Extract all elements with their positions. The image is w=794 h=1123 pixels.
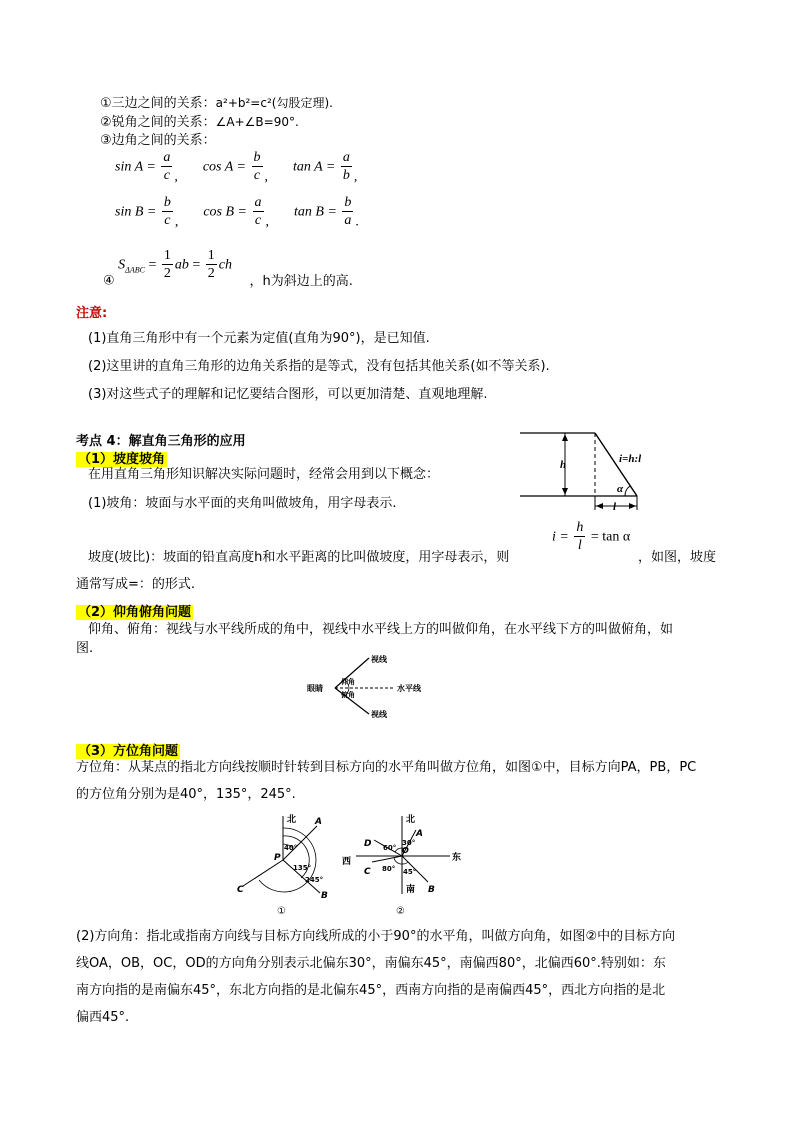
frac-den: c [254,213,262,228]
angle-30-label: 30° [402,839,416,847]
tanA-label: tan A = [293,159,336,175]
sinA-label: sin A = [115,159,156,175]
subsection-slope-title [76,448,167,467]
frac-num: 1 [163,248,171,263]
note-title: 注意: [76,306,108,321]
angle-135-label: 135° [293,864,312,872]
relation-side-angle-label: ③边角之间的关系： [100,133,216,148]
bearing-def-2: 的方位角分别为是40°，135°，245°. [76,787,296,802]
figure-2-caption: ② [396,906,405,917]
frac-num: 1 [207,248,215,263]
slope-h-label: h [560,459,567,471]
frac-den: b [342,168,350,183]
cosA-label: cos A = [202,159,246,175]
eye-label: 眼睛 [307,684,323,693]
note-item-2: (2)这里讲的直角三角形的边角关系指的是等式，没有包括其他关系(如不等关系). [88,359,550,374]
trig-row-b [115,195,359,231]
slope-alpha-label: α [617,483,624,495]
section-title: 考点 4：解直角三角形的应用 [76,434,246,449]
elevation-angle-label: 仰角 [341,678,355,686]
grade-i: i = [552,529,569,545]
pythagorean-formula: a²+b²=c²(勾股定理). [215,96,333,110]
frac-den: c [163,168,170,183]
angle-45-label: 45° [403,868,417,876]
grade-tan: = tan α [590,529,631,545]
note-item-3: (3)对这些式子的理解和记忆要结合图形，可以更加清楚、直观地理解. [88,387,488,402]
figure-1-caption: ① [277,906,286,917]
sight-down-label: 视线 [371,710,387,719]
area-symbol: S [118,257,126,273]
sight-up-label: 视线 [371,655,387,664]
slope-grade-format: 通常写成=：的形式. [76,577,196,592]
frac-num: a [163,150,171,165]
point-C-label: C [237,885,244,895]
frac-b-over-a [342,195,353,230]
area-subscript: ΔABC [125,265,145,275]
comma: , [264,169,268,185]
frac-a-over-b [341,150,352,185]
frac-half [206,248,217,283]
slope-grade-def: 坡度(坡比)：坡面的铅直高度h和水平距离的比叫做坡度，用字母表示，则 [88,550,510,565]
frac-num: a [342,150,350,165]
elevation-diagram [305,650,425,722]
angle-40-label: 40° [284,844,298,852]
relation-angles [100,113,299,132]
frac-den: c [164,213,171,228]
point-A-label: A [315,817,322,827]
area-number: ④ [103,273,115,289]
frac-h-over-l [574,520,585,555]
direction-def-1: (2)方向角：指北或指南方向线与目标方向线所成的小于90°的水平角，叫做方向角，如图②中的目标方向 [76,929,676,944]
frac-den: 2 [207,266,215,281]
tanB-label: tan B = [294,204,337,220]
direction-def-2: 线OA，OB，OC，OD的方向角分别表示北偏东30°，南偏东45°，南偏西80°，北偏西60°.特别如：东 [76,956,666,971]
elevation-def: 仰角、俯角：视线与水平线所成的角中，视线中水平线上方的叫做仰角，在水平线下方的叫做俯角，如 [88,622,674,637]
frac-a-over-c [161,150,172,185]
equals: = [148,257,157,273]
bearing-diagram-1 [235,808,350,918]
slope-diagram [515,428,655,518]
angle-80-label: 80° [382,865,396,873]
trig-row-a [115,150,357,186]
frac-num: h [576,520,584,535]
relation-angles-label: ②锐角之间的关系： [100,115,216,130]
subsection-elevation-title [76,601,193,620]
highlight-bearing: （3）方位角问题 [78,744,179,759]
point-D-label: D [364,839,372,849]
point-A-label: A [416,829,423,839]
depression-angle-label: 俯角 [341,691,355,699]
comma: , [174,214,179,230]
ab-term: ab [174,257,189,273]
highlight-elevation: （2）仰角俯角问题 [78,605,192,620]
angle-245-label: 245° [305,876,324,884]
comma: , [174,169,178,185]
direction-def-3: 南方向指的是南偏东45°，东北方向指的是北偏东45°，西南方向指的是南偏西45°，西北方向指的是北 [76,983,666,998]
note-item-1: (1)直角三角形中有一个元素为定值(直角为90°)，是已知值. [88,331,430,346]
bearing-diagram-2 [340,808,470,918]
frac-den: 2 [163,266,171,281]
point-C-label: C [364,867,371,877]
period: . [355,214,359,230]
sinB-label: sin B = [115,204,157,220]
frac-num: b [163,195,171,210]
bearing-def-1: 方位角：从某点的指北方向线按顺时针转到目标方向的水平角叫做方位角，如图①中，目标方向PA，PB，PC [76,760,697,775]
frac-b-over-c [162,195,173,230]
frac-num: a [254,195,262,210]
slope-grade-def-tail: ，如图，坡度 [638,550,717,565]
relation-sides-label: ①三边之间的关系： [100,96,216,111]
slope-l-label: l [613,501,617,513]
comma: , [353,169,358,185]
point-P-label: P [274,853,281,863]
south-label: 南 [406,885,416,895]
west-label: 西 [342,857,352,867]
point-B-label: B [321,891,328,901]
frac-b-over-c [252,150,263,185]
elevation-def-tail: 图. [76,641,94,656]
area-suffix: ，h为斜边上的高. [249,273,353,289]
area-formula [103,248,353,289]
cosB-label: cos B = [203,204,248,220]
comma: , [265,214,270,230]
frac-den: c [253,168,261,183]
point-B-label: B [428,885,435,895]
grade-formula [552,520,630,555]
horizontal-label: 水平线 [397,684,421,693]
direction-def-4: 偏西45°. [76,1010,130,1025]
frac-num: b [344,195,352,210]
north-label: 北 [406,815,416,825]
ch-term: ch [218,257,232,273]
frac-half [162,248,173,283]
east-label: 东 [452,853,462,863]
slope-ratio-label: i=h:l [619,453,642,465]
frac-a-over-c [253,195,264,230]
slope-angle-def: (1)坡角：坡面与水平面的夹角叫做坡角，用字母表示. [88,496,397,511]
point-O-label: O [402,846,409,855]
highlight-slope: （1）坡度坡角 [78,452,166,467]
frac-den: l [577,538,582,553]
equals: = [192,257,201,273]
subsection-bearing-title [76,740,180,759]
frac-den: a [344,213,352,228]
angle-60-label: 60° [383,844,397,852]
relation-sides [100,94,333,113]
slope-intro: 在用直角三角形知识解决实际问题时，经常会用到以下概念： [88,467,440,482]
north-label: 北 [287,815,297,825]
frac-num: b [253,150,261,165]
acute-angle-formula: ∠A+∠B=90°. [215,115,299,129]
